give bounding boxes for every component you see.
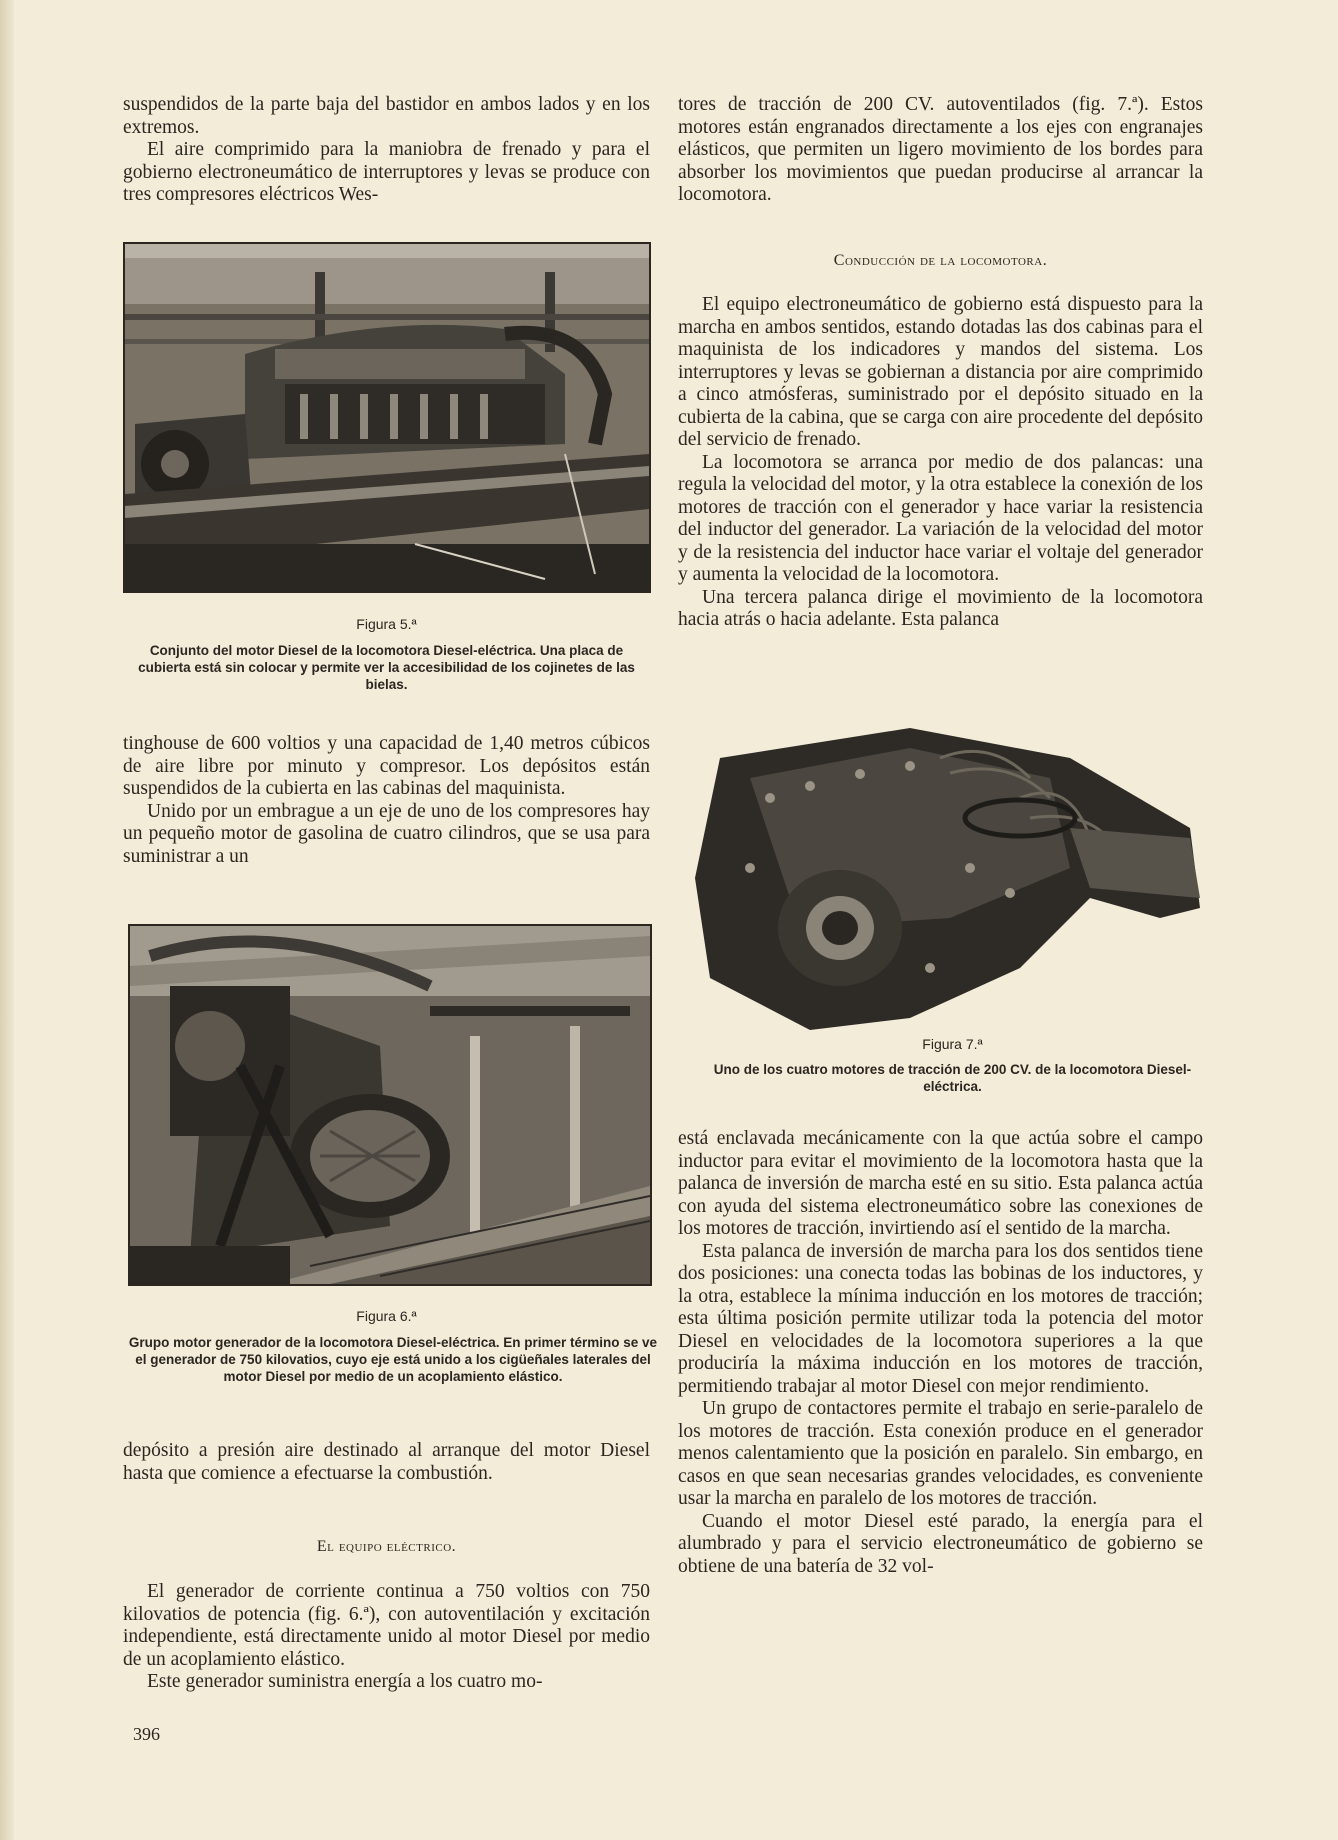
paragraph: Cuando el motor Diesel esté parado, la energía para el alumbrado y para el servicio electroneumático de gobierno se obtiene de una batería de 32 vol- <box>678 1510 1203 1577</box>
paragraph: El aire comprimido para la maniobra de frenado y para el gobierno electroneumático de interruptores y levas se produce con tres compresores eléctricos Wes- <box>123 139 650 205</box>
paragraph: El equipo electroneumático de gobierno está dispuesto para la marcha en ambos sentidos, estando dotadas las dos cabinas para el maquinista de los indicadores y mandos del sistema. Los interruptores y levas se gobiernan a distancia por aire comprimido a cinco atmósferas, suministrado por el depósito situado en la cubierta de la cabina, que se carga con aire procedente del depósito del servicio de frenado. <box>678 294 1203 450</box>
figure-6-caption: Grupo motor generador de la locomotora Diesel-eléctrica. En primer término se ve el generador de 750 kilovatios, cuyo eje está unido a los cigüeñales laterales del motor Diesel por medio de un acoplamiento elástico. <box>128 1335 658 1384</box>
paragraph: El generador de corriente continua a 750 voltios con 750 kilovatios de potencia (fig. 6.ª), con autoventilación y excitación independiente, está directamente unido al motor Diesel por medio de un acoplamiento elástico. <box>123 1581 650 1670</box>
paragraph: tinghouse de 600 voltios y una capacidad de 1,40 metros cúbicos de aire libre por minuto y compresor. Los depósitos están suspendidos de la cubierta en las cabinas del maquinista. <box>123 733 650 799</box>
figure-5-caption: Conjunto del motor Diesel de la locomotora Diesel-eléctrica. Una placa de cubierta está sin colocar y permite ver la accesibilidad de los cojinetes de las bielas. <box>138 643 635 692</box>
figure-7-label: Figura 7.ª <box>922 1036 983 1052</box>
left-top-text <box>123 94 650 207</box>
section-heading-equipo: El equipo eléctrico. <box>316 1538 457 1555</box>
paragraph: está enclavada mecánicamente con la que actúa sobre el campo inductor para evitar el movimiento de la locomotora hasta que la palanca de inversión de marcha esté en su sitio. Esta palanca actúa con ayuda del sistema electroneumático sobre las conexiones de los motores de tracción, invirtiendo así el sentido de la marcha. <box>678 1128 1203 1239</box>
paragraph: suspendidos de la parte baja del bastidor en ambos lados y en los extremos. <box>123 94 650 138</box>
right-bottom-text <box>678 1128 1203 1578</box>
paragraph: Unido por un embrague a un eje de uno de los compresores hay un pequeño motor de gasolina de cuatro cilindros, que se usa para suministrar a un <box>123 800 650 867</box>
paragraph: Este generador suministra energía a los cuatro mo- <box>147 1671 543 1692</box>
left-middle-text <box>123 733 650 868</box>
paragraph: tores de tracción de 200 CV. autoventilados (fig. 7.ª). Estos motores están engranados directamente a los ejes con engranajes elásticos, que permiten un ligero movimiento de los bordes para absorber los movimientos que puedan producirse al arrancar la locomotora. <box>678 94 1203 205</box>
figure-7-photo <box>690 718 1200 1030</box>
figure-5-photo <box>123 242 651 593</box>
left-bottom-text-a <box>123 1440 650 1485</box>
page-number: 396 <box>133 1724 160 1744</box>
paragraph: Un grupo de contactores permite el trabajo en serie-paralelo de los motores de tracción. Esta conexión produce en el generador menos calentamiento que la posición en paralelo. Sin embargo, en casos en que sean necesarias grandes velocidades, es conveniente usar la marcha en paralelo de los motores de tracción. <box>678 1398 1203 1509</box>
page-edge <box>0 0 14 1840</box>
diesel-engine-illustration <box>125 244 649 591</box>
figure-6-photo <box>128 924 652 1286</box>
right-middle-text <box>678 294 1203 632</box>
traction-motor-illustration <box>690 718 1200 1030</box>
motor-generator-illustration <box>130 926 650 1284</box>
section-heading-conduccion: Conducción de la locomotora. <box>833 252 1048 269</box>
paragraph: Una tercera palanca dirige el movimiento de la locomotora hacia atrás o hacia adelante. Esta palanca <box>678 586 1203 630</box>
paragraph: La locomotora se arranca por medio de dos palancas: una regula la velocidad del motor, y la otra establece la conexión de los motores de tracción con el generador y hace variar la resistencia del inductor del generador. La variación de la velocidad del motor y de la resistencia del inductor hace variar el voltaje del generador y aumenta la velocidad de la locomotora. <box>678 451 1203 585</box>
figure-7-caption: Uno de los cuatro motores de tracción de 200 CV. de la locomotora Diesel-eléctrica. <box>713 1062 1192 1094</box>
paragraph: depósito a presión aire destinado al arranque del motor Diesel hasta que comience a efectuarse la combustión. <box>123 1440 650 1484</box>
left-bottom-text-b <box>123 1581 650 1694</box>
figure-6-label: Figura 6.ª <box>356 1308 417 1324</box>
paragraph: Esta palanca de inversión de marcha para los dos sentidos tiene dos posiciones: una conecta todas las bobinas de los inductores, y la otra, establece la mínima inducción en los motores de tracción; esta última posición permite utilizar toda la potencia del motor Diesel en velocidades de la locomotora superiores a la que produciría la máxima inducción en los motores de tracción, permitiendo trabajar al motor Diesel con mejor rendimiento. <box>678 1240 1203 1397</box>
right-top-text <box>678 94 1203 207</box>
figure-5-label: Figura 5.ª <box>356 616 417 632</box>
